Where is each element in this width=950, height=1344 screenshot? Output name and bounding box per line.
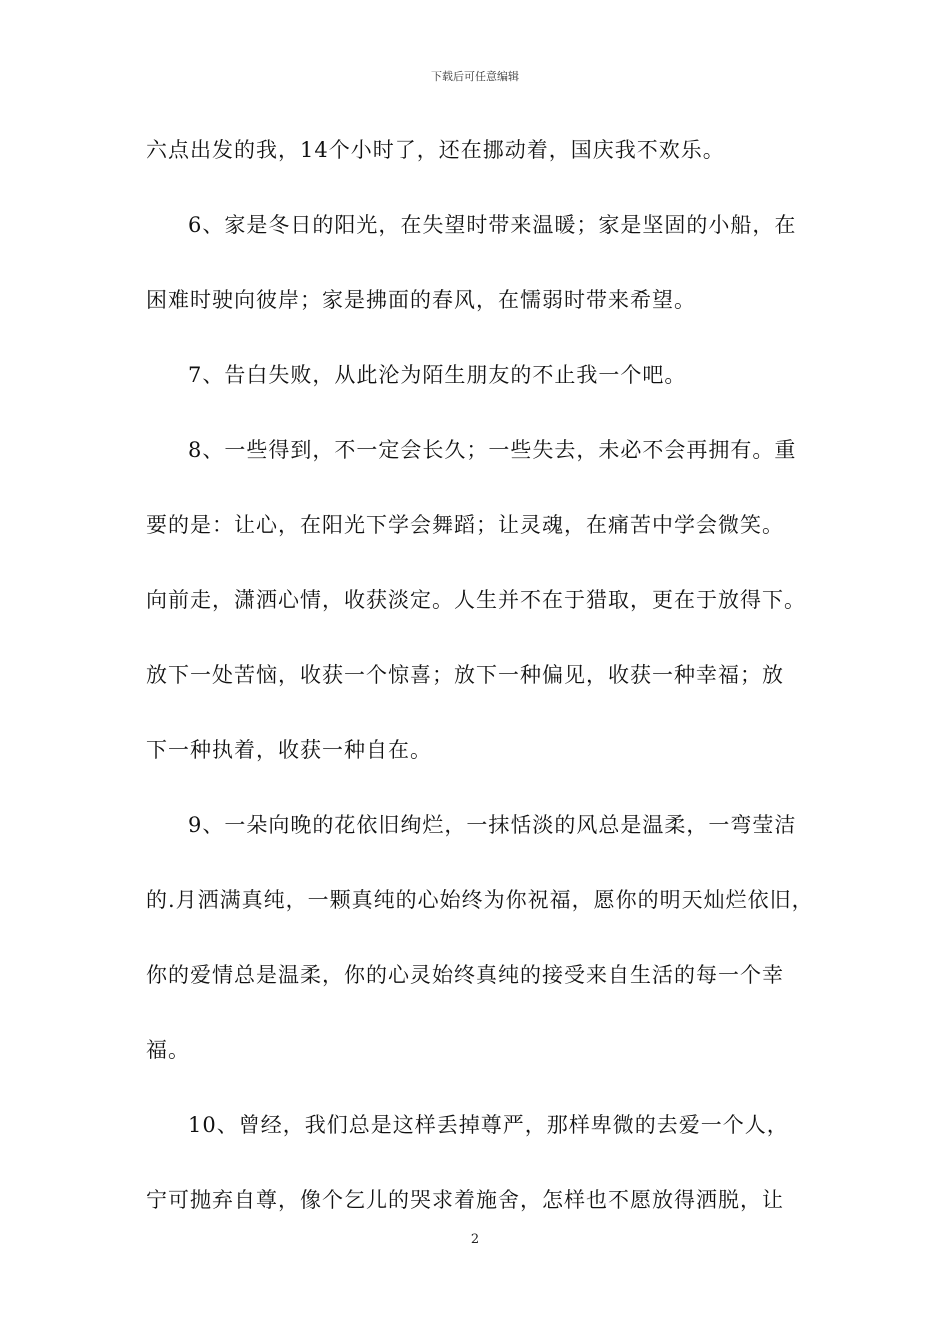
page-number: 2: [470, 1232, 480, 1247]
paragraph-10-line-2: 宁可抛弃自尊，像个乞儿的哭求着施舍，怎样也不愿放得洒脱，让: [146, 1188, 784, 1212]
paragraph-8-line-2: 要的是：让心，在阳光下学会舞蹈；让灵魂，在痛苦中学会微笑。: [146, 513, 784, 537]
paragraph-8-line-4: 放下一处苦恼，收获一个惊喜；放下一种偏见，收获一种幸福；放: [146, 663, 784, 687]
paragraph-9-line-1: 9、一朵向晚的花依旧绚烂，一抹恬淡的风总是温柔，一弯莹洁: [188, 813, 797, 837]
paragraph-8-line-3: 向前走，潇洒心情，收获淡定。人生并不在于猎取，更在于放得下。: [146, 588, 806, 612]
paragraph-10-line-1: 10、曾经，我们总是这样丢掉尊严，那样卑微的去爱一个人，: [188, 1113, 789, 1137]
paragraph-9-line-2: 的.月洒满真纯，一颗真纯的心始终为你祝福，愿你的明天灿烂依旧，: [146, 888, 814, 912]
paragraph-8-line-5: 下一种执着，收获一种自在。: [146, 738, 432, 762]
paragraph-9-line-3: 你的爱情总是温柔，你的心灵始终真纯的接受来自生活的每一个幸: [146, 963, 784, 987]
paragraph-9-line-4: 福。: [146, 1038, 190, 1062]
paragraph-7: 7、告白失败，从此沦为陌生朋友的不止我一个吧。: [188, 363, 687, 387]
paragraph-6-line-1: 6、家是冬日的阳光，在失望时带来温暖；家是坚固的小船，在: [188, 213, 797, 237]
paragraph-6-line-2: 困难时驶向彼岸；家是拂面的春风，在懦弱时带来希望。: [146, 288, 696, 312]
page-header-note: 下载后可任意编辑: [431, 70, 519, 83]
paragraph-8-line-1: 8、一些得到，不一定会长久；一些失去，未必不会再拥有。重: [188, 438, 797, 462]
text-line: 六点出发的我，14个小时了，还在挪动着，国庆我不欢乐。: [146, 138, 725, 162]
